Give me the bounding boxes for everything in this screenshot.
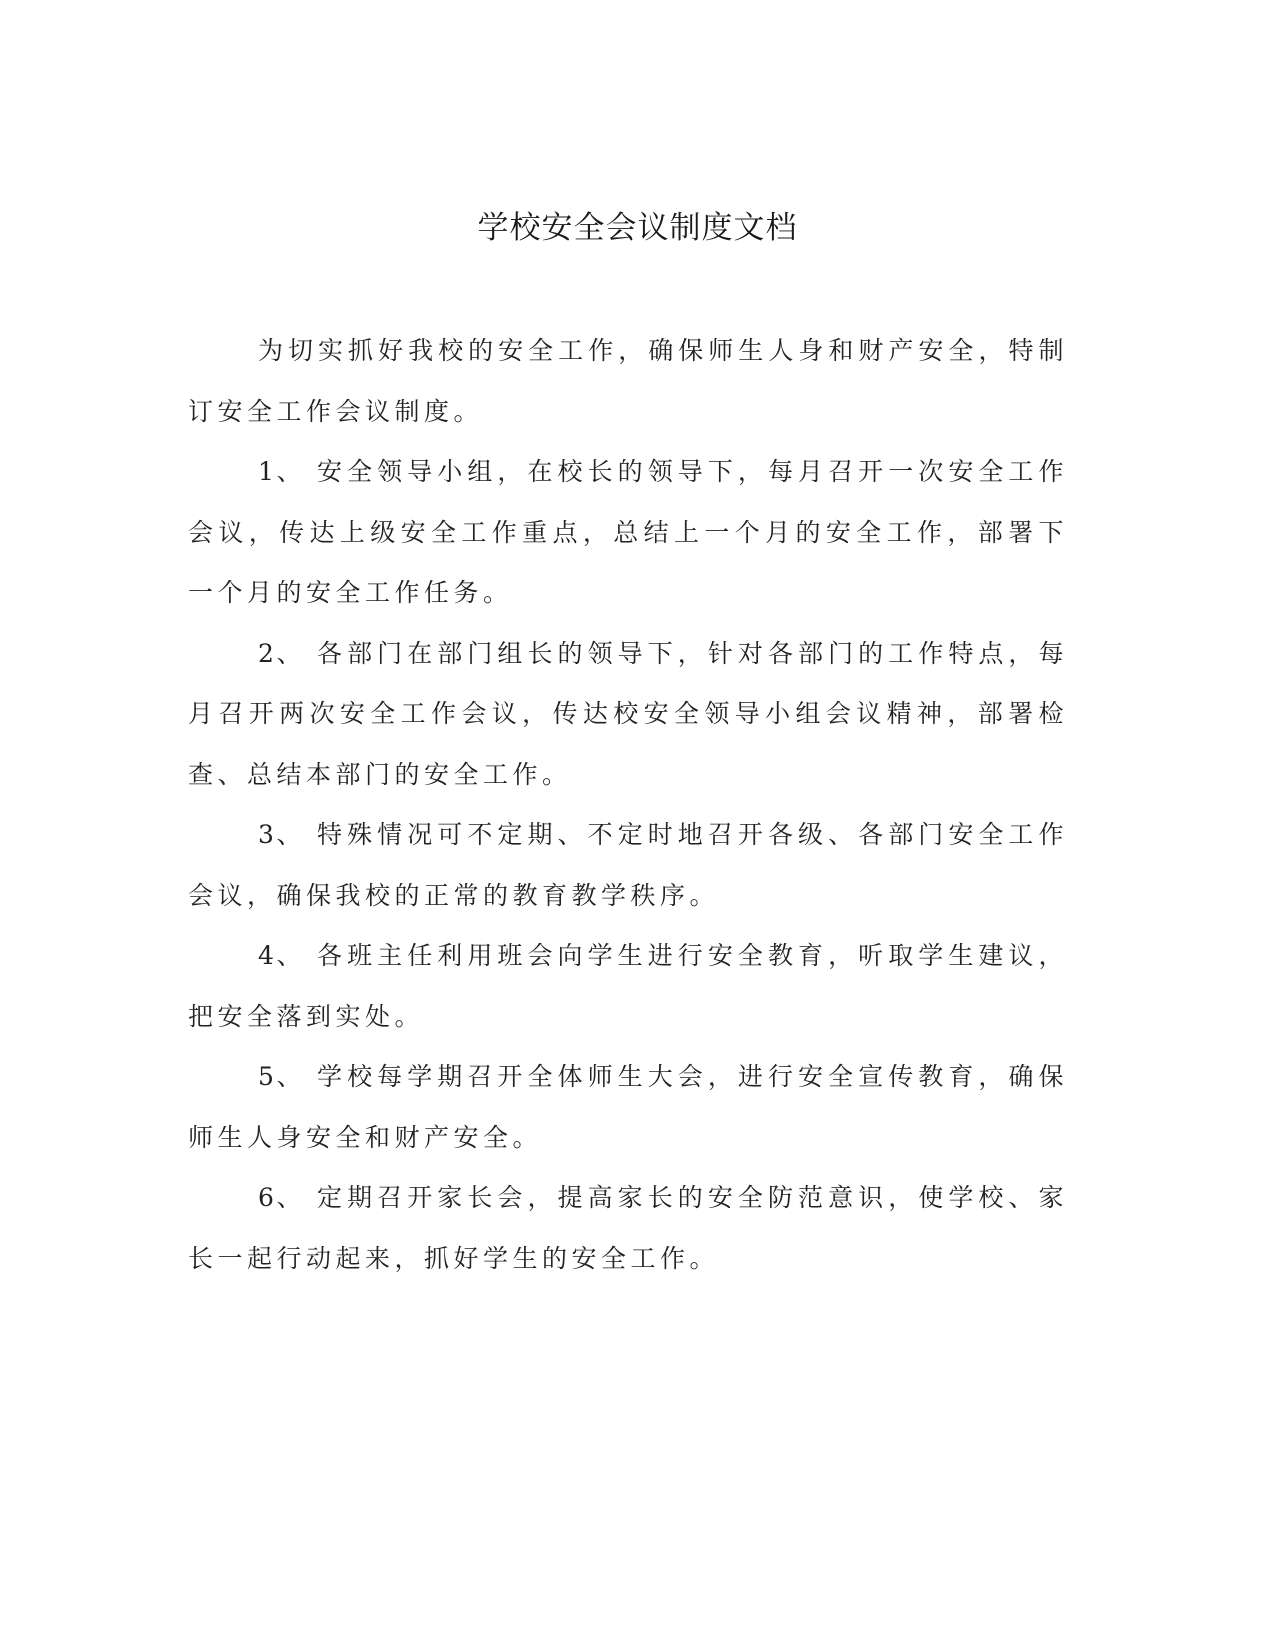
- item-number: 3、: [258, 820, 305, 849]
- item-number: 6、: [258, 1183, 305, 1212]
- item-text: 特殊情况可不定期、不定时地召开各级、各部门安全工作会议，确保我校的正常的教育教学秩序。: [188, 820, 1068, 910]
- intro-paragraph: 为切实抓好我校的安全工作，确保师生人身和财产安全，特制订安全工作会议制度。: [188, 336, 1068, 426]
- item-text: 定期召开家长会，提高家长的安全防范意识，使学校、家长一起行动起来，抓好学生的安全工作。: [188, 1183, 1068, 1273]
- list-item: [188, 442, 1068, 624]
- item-text: 各班主任利用班会向学生进行安全教育，听取学生建议，把安全落到实处。: [188, 941, 1068, 1031]
- list-item: [188, 624, 1068, 806]
- list-item: [188, 1168, 1068, 1289]
- item-number: 2、: [258, 638, 305, 668]
- document-body: [188, 321, 1068, 1289]
- item-number: 5、: [258, 1062, 305, 1091]
- item-number: 1、: [258, 457, 305, 486]
- item-text: 各部门在部门组长的领导下，针对各部门的工作特点，每月召开两次安全工作会议，传达校安全领导小组会议精神，部署检查、总结本部门的安全工作。: [188, 638, 1068, 789]
- item-text: 学校每学期召开全体师生大会，进行安全宣传教育，确保师生人身安全和财产安全。: [188, 1062, 1068, 1152]
- list-item: [188, 805, 1068, 926]
- item-number: 4、: [258, 941, 305, 970]
- list-item: [188, 1047, 1068, 1168]
- list-item: [188, 926, 1068, 1047]
- item-text: 安全领导小组，在校长的领导下，每月召开一次安全工作会议，传达上级安全工作重点，总结上一个月的安全工作，部署下一个月的安全工作任务。: [188, 457, 1068, 607]
- document-title: 学校安全会议制度文档: [477, 210, 798, 246]
